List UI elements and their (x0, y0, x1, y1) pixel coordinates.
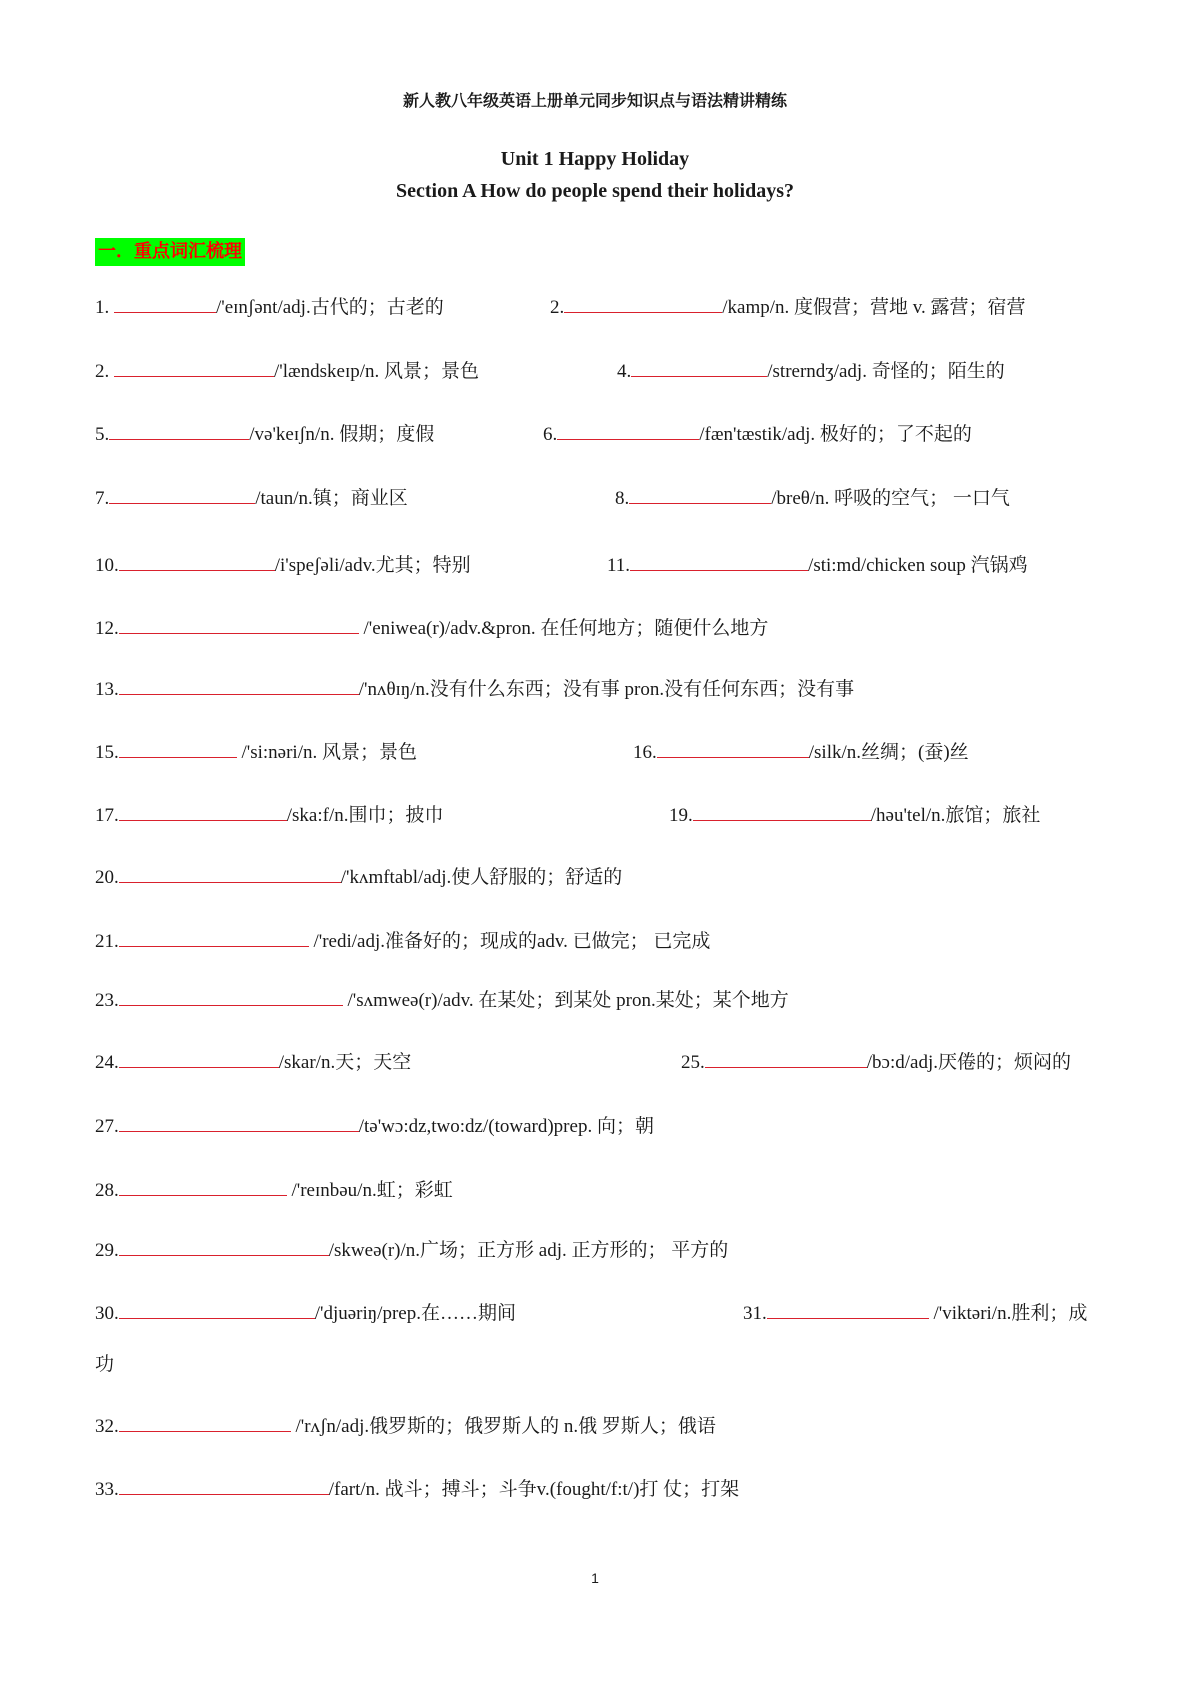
vocab-row (95, 1235, 1105, 1265)
vocab-row (95, 292, 1105, 322)
item-number: 5. (95, 424, 110, 445)
vocab-item (95, 1474, 739, 1505)
vocab-item (95, 550, 471, 581)
answer-blank[interactable] (119, 1047, 279, 1068)
item-definition: /və'keɪʃn/n. 假期；度假 (249, 424, 435, 445)
vocab-item (95, 419, 434, 450)
item-number: 28. (95, 1180, 119, 1201)
vocab-item (95, 1047, 411, 1078)
vocab-item (95, 1111, 654, 1142)
vocab-section-heading: 一．重点词汇梳理 (95, 238, 245, 266)
answer-blank[interactable] (119, 550, 275, 571)
item-definition: /'reɪnbəu/n.虹；彩虹 (286, 1180, 453, 1201)
answer-blank[interactable] (119, 800, 287, 821)
item-definition: /'eniwea(r)/adv.&pron. 在任何地方；随便什么地方 (358, 618, 769, 639)
vocab-item (95, 800, 444, 831)
item-number: 2. (95, 361, 114, 382)
vocab-row (95, 1411, 1105, 1441)
wrapped-text: 功 (95, 1354, 115, 1375)
item-number: 19. (669, 805, 693, 826)
item-definition: /sti:md/chicken soup 汽锅鸡 (808, 555, 1028, 576)
item-definition: /tə'wɔ:dz,two:dz/(toward)prep. 向；朝 (358, 1116, 654, 1137)
item-number: 12. (95, 618, 119, 639)
answer-blank[interactable] (119, 926, 309, 947)
answer-blank[interactable] (119, 1111, 359, 1132)
item-definition: /i'speʃəli/adv.尤其；特别 (274, 555, 471, 576)
answer-blank[interactable] (631, 356, 767, 377)
vocab-item (95, 1298, 516, 1329)
vocab-row (95, 800, 1105, 830)
vocab-row (95, 1047, 1105, 1077)
answer-blank[interactable] (630, 550, 808, 571)
answer-blank[interactable] (557, 419, 699, 440)
answer-blank[interactable] (119, 674, 359, 695)
item-number: 4. (617, 361, 632, 382)
answer-blank[interactable] (119, 985, 343, 1006)
vocab-row (95, 737, 1105, 767)
item-number: 21. (95, 931, 119, 952)
vocab-item (669, 800, 1040, 831)
item-definition: /'sʌmweə(r)/adv. 在某处；到某处 pron.某处；某个地方 (342, 990, 789, 1011)
vocab-item (95, 292, 444, 323)
vocab-row (95, 1474, 1105, 1504)
answer-blank[interactable] (114, 356, 274, 377)
item-number: 15. (95, 742, 119, 763)
answer-blank[interactable] (119, 862, 341, 883)
item-definition: /kamp/n. 度假营；营地 v. 露营；宿营 (722, 297, 1026, 318)
item-number: 29. (95, 1240, 119, 1261)
item-definition: /'nʌθɪŋ/n.没有什么东西；没有事 pron.没有任何东西；没有事 (358, 679, 855, 700)
vocab-row (95, 550, 1105, 580)
vocab-row (95, 419, 1105, 449)
vocab-item (615, 483, 1010, 514)
item-definition: /breθ/n. 呼吸的空气； 一口气 (771, 488, 1010, 509)
vocab-row (95, 356, 1105, 386)
vocab-item (543, 419, 972, 450)
item-number: 13. (95, 679, 119, 700)
item-definition: /taun/n.镇；商业区 (255, 488, 408, 509)
answer-blank[interactable] (119, 613, 359, 634)
vocab-item (607, 550, 1028, 581)
vocab-item (95, 862, 622, 893)
vocab-item (95, 1175, 453, 1206)
vocab-row (95, 674, 1105, 704)
item-definition: /fart/n. 战斗；搏斗；斗争v.(fought/f:t/)打 仗；打架 (328, 1479, 740, 1500)
item-number: 2. (550, 297, 565, 318)
item-definition: /'si:nəri/n. 风景；景色 (236, 742, 417, 763)
vocab-item (633, 737, 969, 768)
item-number: 20. (95, 867, 119, 888)
item-number: 31. (743, 1303, 767, 1324)
vocab-item (95, 613, 768, 644)
item-number: 23. (95, 990, 119, 1011)
item-definition: /'viktəri/n.胜利；成 (928, 1303, 1088, 1324)
item-definition: /'redi/adj.准备好的；现成的adv. 已做完； 已完成 (308, 931, 711, 952)
item-number: 8. (615, 488, 630, 509)
item-definition: /silk/n.丝绸；(蚕)丝 (808, 742, 969, 763)
answer-blank[interactable] (693, 800, 871, 821)
page-number: 1 (591, 1570, 599, 1586)
vocab-row (95, 483, 1105, 513)
item-definition: /ska:f/n.围巾；披巾 (286, 805, 444, 826)
answer-blank[interactable] (767, 1298, 929, 1319)
vocab-item (95, 1411, 716, 1442)
item-number: 1. (95, 297, 114, 318)
answer-blank[interactable] (119, 1474, 329, 1495)
answer-blank[interactable] (114, 292, 216, 313)
answer-blank[interactable] (119, 1175, 287, 1196)
answer-blank[interactable] (119, 737, 237, 758)
item-definition: /'eɪnʃənt/adj.古代的；古老的 (216, 297, 444, 318)
vocab-item (95, 985, 789, 1016)
item-number: 24. (95, 1052, 119, 1073)
item-number: 25. (681, 1052, 705, 1073)
vocab-item (550, 292, 1026, 323)
vocab-row (95, 613, 1105, 643)
answer-blank[interactable] (629, 483, 771, 504)
answer-blank[interactable] (119, 1298, 315, 1319)
item-definition: /'kʌmftabl/adj.使人舒服的；舒适的 (340, 867, 623, 888)
vocab-item (95, 1235, 728, 1266)
answer-blank[interactable] (657, 737, 809, 758)
vocab-row (95, 862, 1105, 892)
item-definition: /fæn'tæstik/adj. 极好的；了不起的 (699, 424, 972, 445)
vocab-item (95, 737, 417, 768)
item-definition: /'djuəriŋ/prep.在……期间 (314, 1303, 516, 1324)
item-number: 17. (95, 805, 119, 826)
answer-blank[interactable] (705, 1047, 867, 1068)
item-number: 32. (95, 1416, 119, 1437)
item-number: 30. (95, 1303, 119, 1324)
vocab-row (95, 1175, 1105, 1205)
item-number: 27. (95, 1116, 119, 1137)
vocab-item (95, 356, 479, 387)
item-number: 6. (543, 424, 558, 445)
item-definition: /skar/n.天；天空 (278, 1052, 412, 1073)
item-definition: /bɔ:d/adj.厌倦的；烦闷的 (866, 1052, 1071, 1073)
vocab-item (743, 1298, 1087, 1329)
vocab-row (95, 1298, 1105, 1328)
answer-blank[interactable] (119, 1411, 291, 1432)
item-number: 11. (607, 555, 631, 576)
item-number: 10. (95, 555, 119, 576)
answer-blank[interactable] (564, 292, 722, 313)
vocab-row (95, 1111, 1105, 1141)
item-number: 16. (633, 742, 657, 763)
item-definition: /strerndʒ/adj. 奇怪的；陌生的 (767, 361, 1005, 382)
document-title: 新人教八年级英语上册单元同步知识点与语法精讲精练 (402, 91, 787, 110)
section-title: Section A How do people spend their holidays? (395, 180, 795, 202)
vocab-item (681, 1047, 1071, 1078)
item-definition: /'lændskeɪp/n. 风景；景色 (274, 361, 480, 382)
vocab-item (95, 926, 710, 957)
item-definition: /'rʌʃn/adj.俄罗斯的；俄罗斯人的 n.俄 罗斯人；俄语 (290, 1416, 716, 1437)
vocab-row (95, 926, 1105, 956)
unit-title: Unit 1 Happy Holiday (500, 148, 690, 170)
item-number: 33. (95, 1479, 119, 1500)
vocab-item (95, 483, 408, 514)
vocab-row (95, 985, 1105, 1015)
vocab-item (617, 356, 1005, 387)
item-definition: /skweə(r)/n.广场；正方形 adj. 正方形的； 平方的 (328, 1240, 729, 1261)
answer-blank[interactable] (119, 1235, 329, 1256)
item-definition: /həu'tel/n.旅馆；旅社 (870, 805, 1041, 826)
item-number: 7. (95, 488, 110, 509)
vocab-item (95, 674, 854, 705)
answer-blank[interactable] (109, 419, 249, 440)
answer-blank[interactable] (109, 483, 255, 504)
